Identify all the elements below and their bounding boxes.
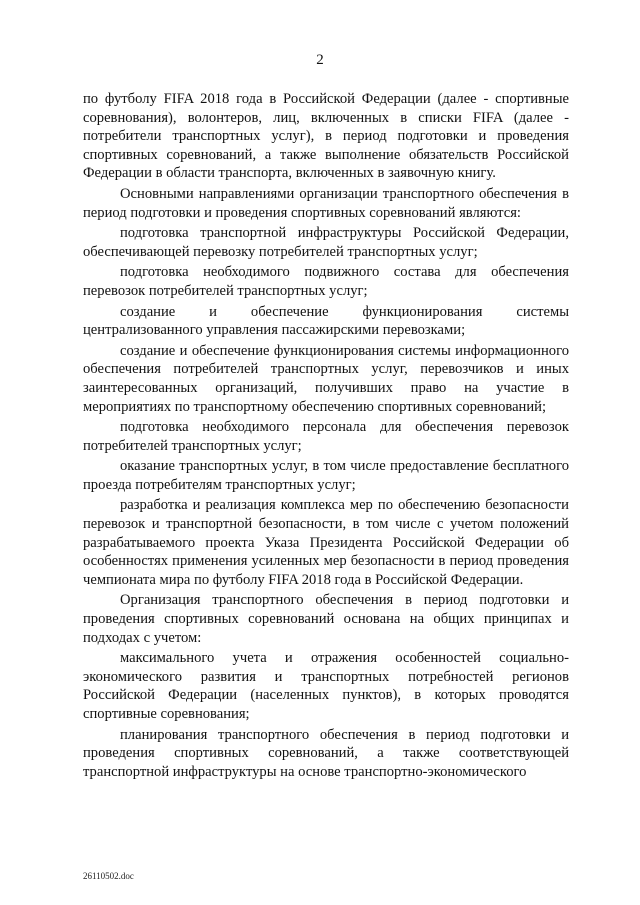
page-number: 2: [316, 52, 324, 68]
paragraph-planning: планирования транспортного обеспечения в период подготовки и проведения спортивных соревнований, а также соответствующей транспортной инфраструктуры на основе транспортно-экономического: [83, 726, 569, 780]
paragraph-continuation: по футболу FIFA 2018 года в Российской Федерации (далее - спортивные соревнования), волонтеров, лиц, включенных в списки FIFA (далее - потребители транспортных услуг), в период подготовки и проведения спортивных соревнований, а также выполнение обязательств Российской Федерации в области транспорта, включенных в заявочную книгу.: [83, 91, 569, 182]
paragraph-transport-services: оказание транспортных услуг, в том числе предоставление бесплатного проезда потребителям транспортных услуг;: [83, 458, 569, 493]
paragraph-personnel: подготовка необходимого персонала для обеспечения перевозок потребителей транспортных услуг;: [83, 419, 569, 454]
paragraph-central-management: создание и обеспечение функционирования системы централизованного управления пассажирскими перевозками;: [83, 303, 569, 339]
paragraph-information-system: создание и обеспечение функционирования системы информационного обеспечения потребителей транспортных услуг, перевозчиков и иных заинтересованных организаций, получивших право на участие в мероприятиях по транспортному обеспечению спортивных соревнований;: [83, 342, 569, 415]
paragraph-security-measures: разработка и реализация комплекса мер по обеспечению безопасности перевозок и транспортной безопасности, в том числе с учетом положений разрабатываемого проекта Указа Президента Российской Федерации об особенностях применения усиленных мер безопасности в период проведения чемпионата мира по футболу FIFA 2018 года в Российской Федерации.: [83, 497, 569, 588]
document-file-code: 26110502.doc: [83, 871, 134, 881]
document-body: [83, 90, 569, 783]
paragraph-regional-features: максимального учета и отражения особенностей социально-экономического развития и транспортных потребностей регионов Российской Федерации (населенных пунктов), в которых проводятся спортивные соревнования;: [83, 650, 569, 722]
paragraph-principles-intro: Организация транспортного обеспечения в период подготовки и проведения спортивных соревнований основана на общих принципах и подходах с учетом:: [83, 592, 569, 646]
paragraph-directions-intro: Основными направлениями организации транспортного обеспечения в период подготовки и проведения спортивных соревнований являются:: [83, 185, 569, 221]
paragraph-infrastructure: подготовка транспортной инфраструктуры Российской Федерации, обеспечивающей перевозку потребителей транспортных услуг;: [83, 225, 569, 260]
paragraph-rolling-stock: подготовка необходимого подвижного состава для обеспечения перевозок потребителей транспортных услуг;: [83, 264, 569, 299]
